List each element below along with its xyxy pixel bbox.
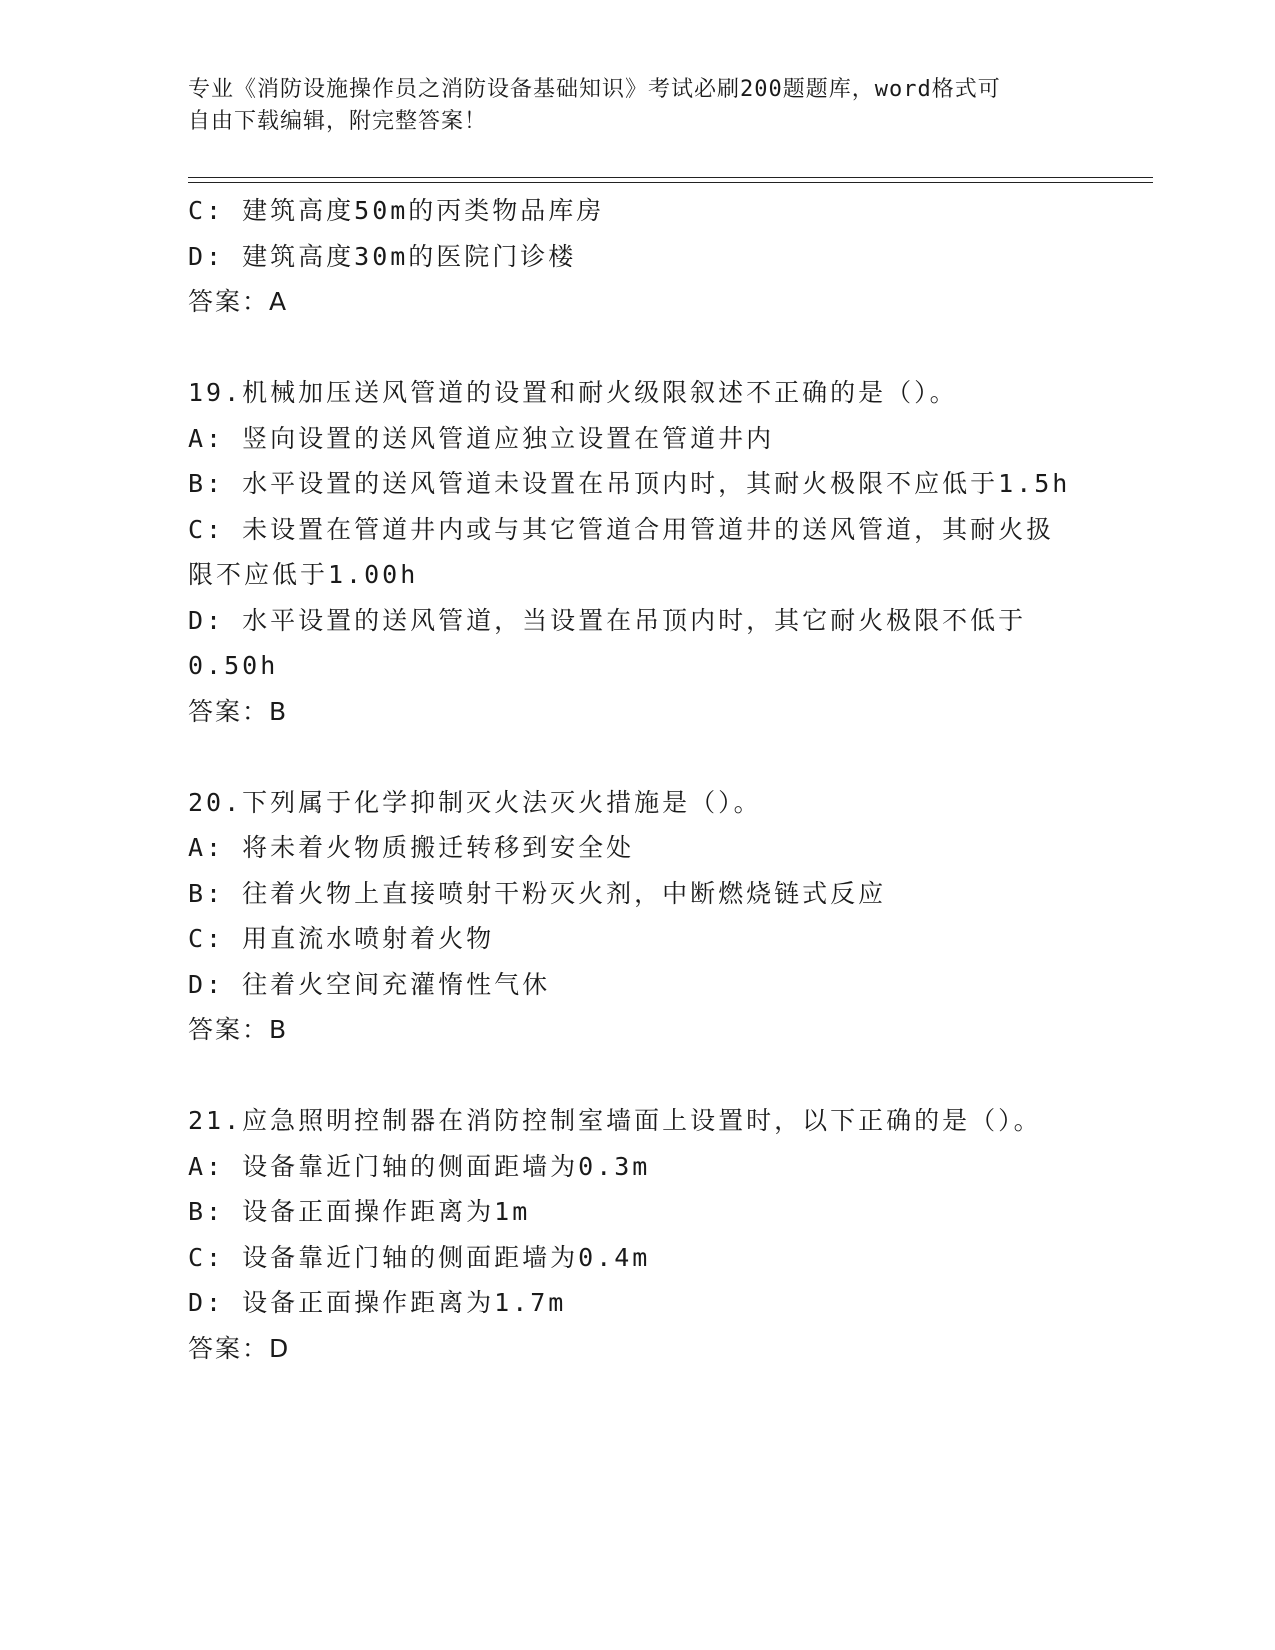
question-stem: 19.机械加压送风管道的设置和耐火级限叙述不正确的是（）。 [188, 378, 958, 407]
answer-label: 答案：A [188, 287, 289, 316]
question-20 [188, 780, 1088, 1053]
option-d: D: 往着火空间充灌惰性气休 [188, 969, 551, 999]
option-c: C: 设备靠近门轴的侧面距墙为0.4m [188, 1242, 651, 1272]
option-a: A: 设备靠近门轴的侧面距墙为0.3m [188, 1151, 651, 1181]
header-divider-bottom [188, 182, 1153, 183]
answer-label: 答案：B [188, 1015, 289, 1044]
header-line-2: 自由下载编辑，附完整答案！ [188, 109, 488, 134]
option-b: B: 水平设置的送风管道未设置在吊顶内时，其耐火极限不应低于1.5h [188, 469, 1071, 498]
answer-label: 答案：B [188, 696, 289, 726]
option-c: C: 建筑高度50m的丙类物品库房 [188, 196, 605, 225]
option-b: B: 设备正面操作距离为1m [188, 1197, 531, 1226]
question-list [188, 188, 1088, 1371]
question-21 [188, 1098, 1088, 1371]
option-c-line-1: C: 未设置在管道井内或与其它管道合用管道井的送风管道，其耐火扱 [188, 514, 1055, 544]
header-divider-top [188, 177, 1153, 178]
option-d: D: 设备正面操作距离为1.7m [188, 1288, 567, 1317]
question-19 [188, 370, 1088, 734]
option-b: B: 往着火物上直接喷射干粉灭火剂，中断燃烧链式反应 [188, 878, 887, 908]
option-d-line-1: D: 水平设置的送风管道，当设置在吊顶内时，其它耐火极限不低于 [188, 605, 1027, 635]
header-line-1: 专业《消防设施操作员之消防设备基础知识》考试必刷200题题库，word格式可 [188, 77, 1001, 102]
option-c-line-2: 限不应低于1.00h [188, 560, 419, 589]
answer-label: 答案：D [188, 1333, 291, 1363]
spacer [188, 1053, 1088, 1099]
question-stem: 21.应急照明控制器在消防控制室墙面上设置时，以下正确的是（）。 [188, 1106, 1042, 1135]
option-d-line-2: 0.50h [188, 651, 279, 680]
option-c: C: 用直流水喷射着火物 [188, 924, 495, 953]
spacer [188, 734, 1088, 780]
document-header [188, 74, 1088, 138]
question-18-tail [188, 188, 1088, 325]
option-d: D: 建筑高度30m的医院门诊楼 [188, 241, 577, 271]
spacer [188, 325, 1088, 371]
option-a: A: 竖向设置的送风管道应独立设置在管道井内 [188, 423, 775, 453]
question-stem: 20.下列属于化学抑制灭火法灭火措施是（）。 [188, 787, 762, 817]
option-a: A: 将未着火物质搬迁转移到安全处 [188, 833, 635, 862]
